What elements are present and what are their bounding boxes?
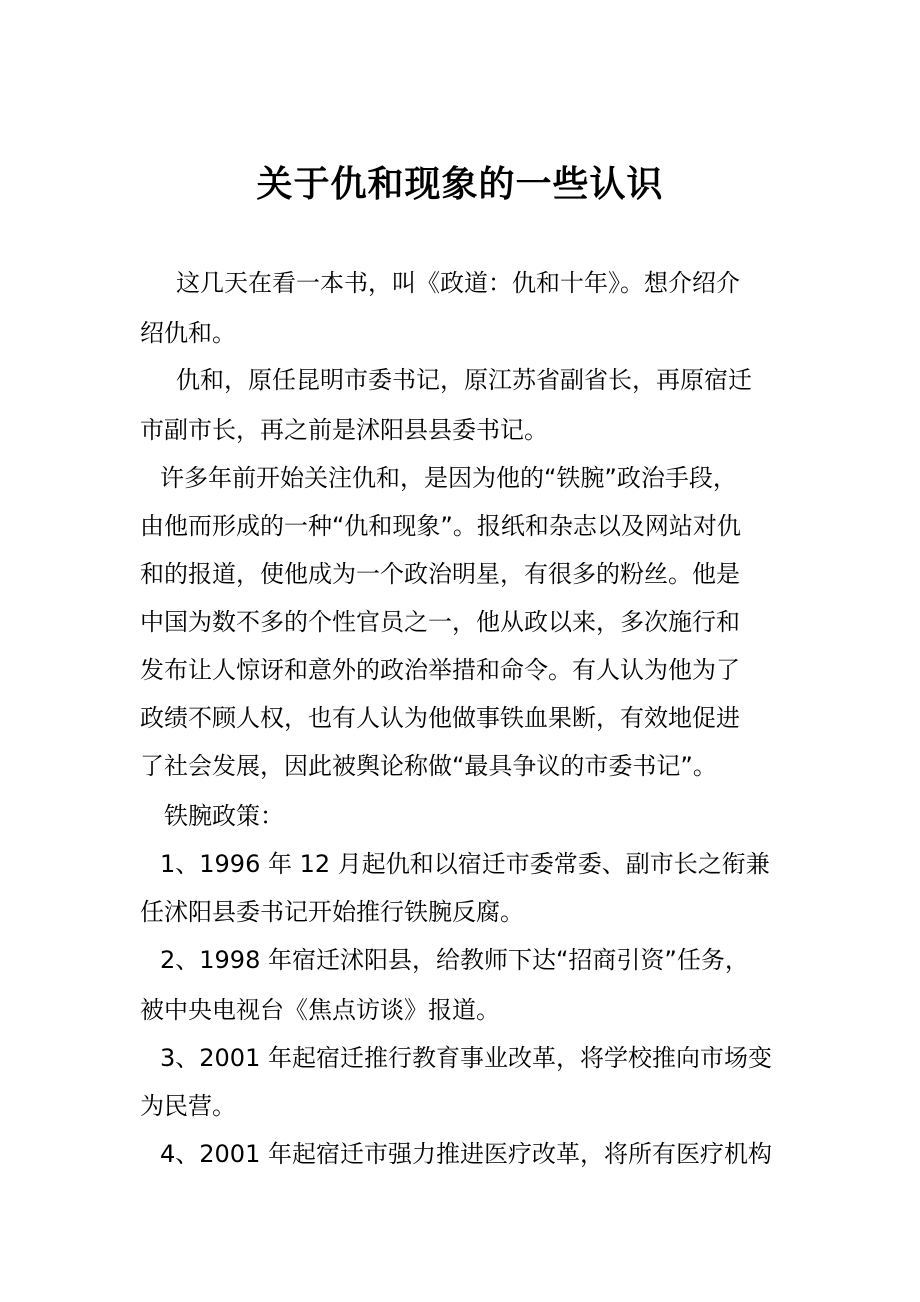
paragraph-line: 这几天在看一本书，叫《政道：仇和十年》。想介绍介 [176, 269, 740, 297]
document-title: 关于仇和现象的一些认识 [256, 164, 664, 205]
paragraph-line: 了社会发展，因此被舆论称做“最具争议的市委书记”。 [140, 752, 717, 780]
paragraph-line: 市副市长，再之前是沭阳县县委书记。 [140, 416, 548, 444]
paragraph-line: 绍仇和。 [140, 319, 236, 347]
list-item-line: 任沭阳县委书记开始推行铁腕反腐。 [140, 898, 524, 926]
list-item-line: 2、1998 年宿迁沭阳县，给教师下达“招商引资”任务， [160, 946, 749, 974]
paragraph-line: 和的报道，使他成为一个政治明星，有很多的粉丝。他是 [140, 560, 740, 588]
list-item-line: 3、2001 年起宿迁推行教育事业改革，将学校推向市场变 [160, 1044, 772, 1072]
paragraph-line: 由他而形成的一种“仇和现象”。报纸和杂志以及网站对仇 [140, 512, 741, 540]
paragraph-line: 仇和，原任昆明市委书记，原江苏省副省长，再原宿迁 [176, 366, 752, 394]
section-heading: 铁腕政策： [164, 802, 284, 830]
list-item-line: 1、1996 年 12 月起仇和以宿迁市委常委、副市长之衔兼 [160, 850, 770, 878]
paragraph-line: 政绩不顾人权，也有人认为他做事铁血果断，有效地促进 [140, 704, 740, 732]
list-item-line: 被中央电视台《焦点访谈》报道。 [140, 996, 500, 1024]
paragraph-line: 中国为数不多的个性官员之一，他从政以来，多次施行和 [140, 608, 740, 636]
list-item-line: 为民营。 [140, 1092, 236, 1120]
paragraph-line: 发布让人惊讶和意外的政治举措和命令。有人认为他为了 [140, 656, 740, 684]
paragraph-line: 许多年前开始关注仇和，是因为他的“铁腕”政治手段， [160, 464, 737, 492]
list-item-line: 4、2001 年起宿迁市强力推进医疗改革，将所有医疗机构 [160, 1140, 772, 1168]
